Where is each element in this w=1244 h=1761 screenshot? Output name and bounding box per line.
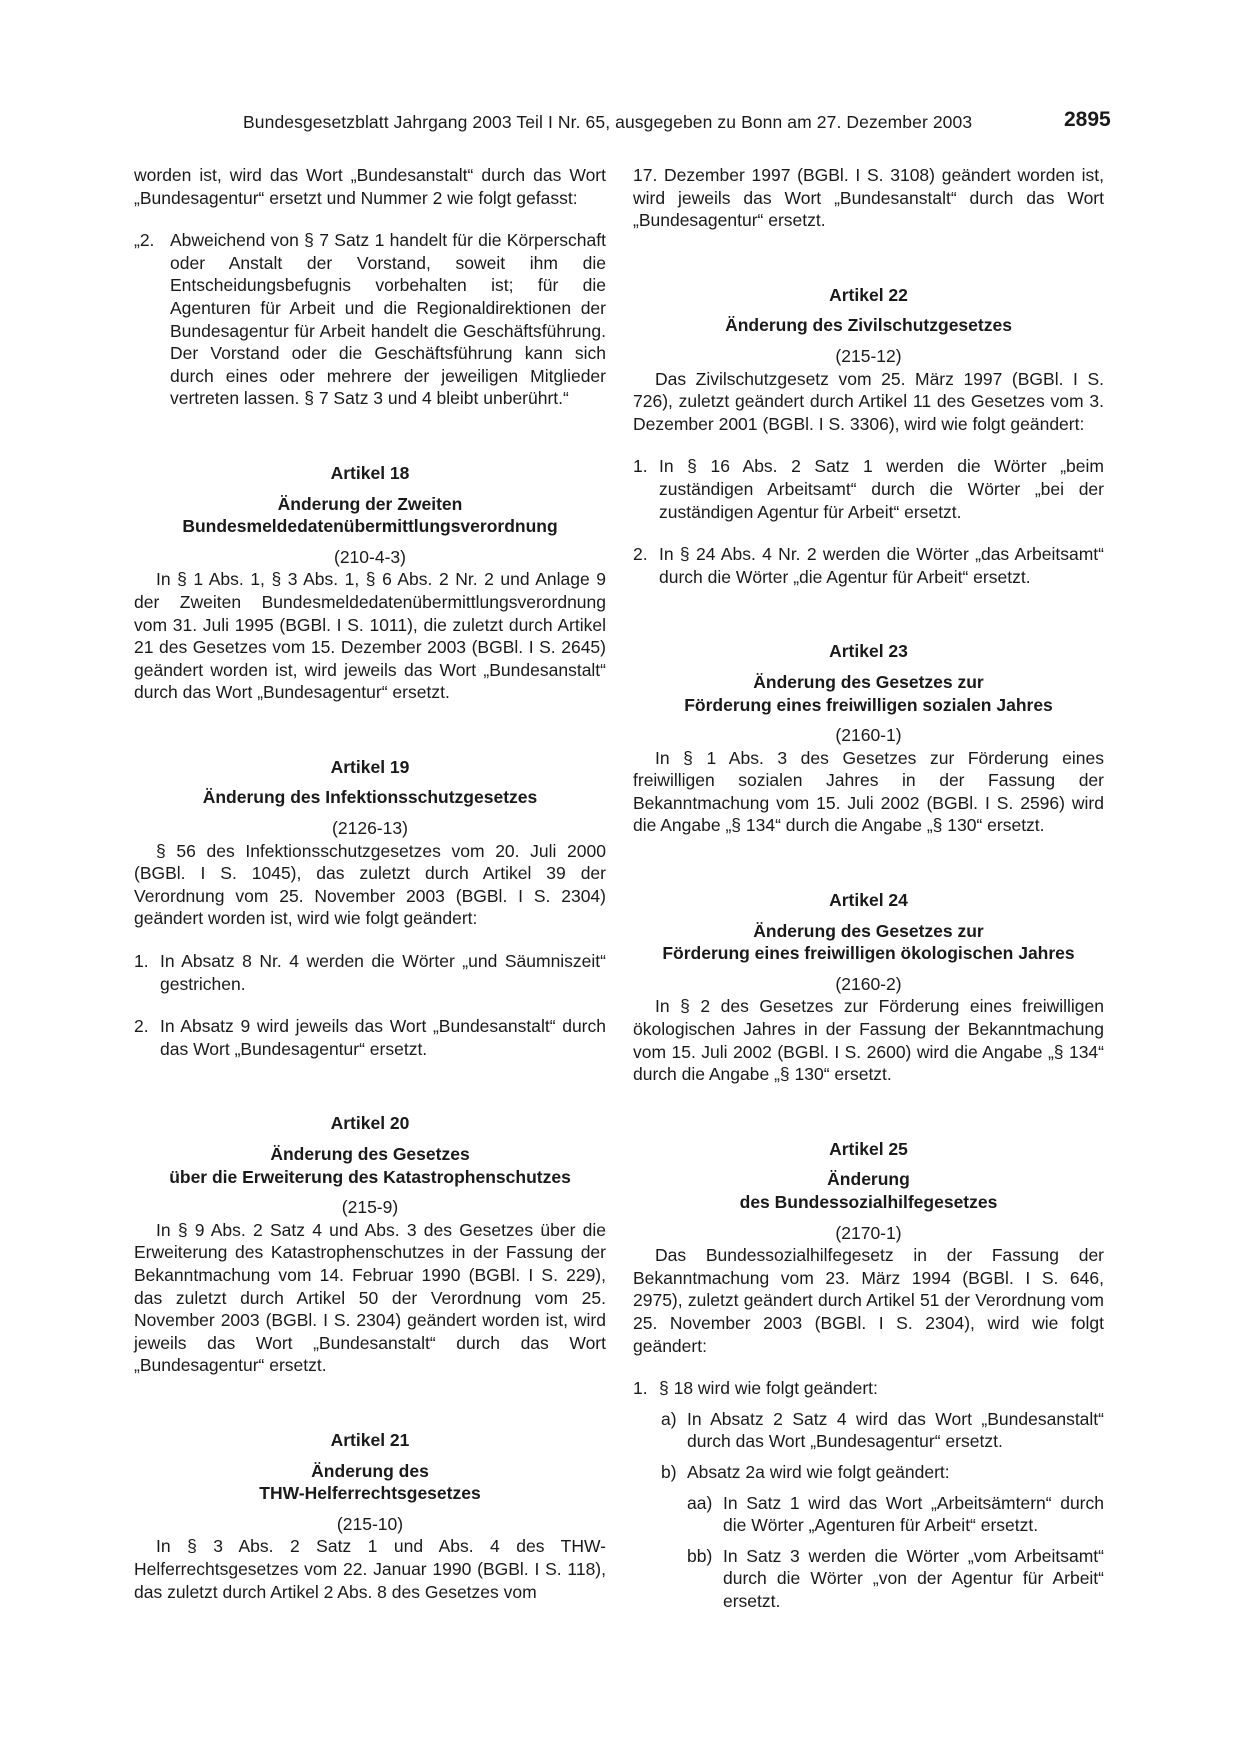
article-20-title-line-2: über die Erweiterung des Katastrophenschutzes bbox=[169, 1166, 571, 1187]
article-20-body: In § 9 Abs. 2 Satz 4 und Abs. 3 des Gesetzes über die Erweiterung des Katastrophenschutzes in der Fassung der Bekanntmachung vom 14. Februar 1990 (BGBl. I S. 229), das zuletzt durch Artikel 50 der Verordnung vom 25. November 2003 (BGBl. I S. 2304) geändert worden ist, wird jeweils das Wort „Bundesanstalt“ durch das Wort „Bundesagentur“ ersetzt. bbox=[134, 1219, 606, 1376]
item-text: § 18 wird wie folgt geändert: bbox=[659, 1378, 878, 1399]
subitem-letter: bb) bbox=[687, 1545, 713, 1566]
quoted-amendment bbox=[134, 229, 606, 410]
item-number: 2. bbox=[633, 544, 648, 565]
item-number: 1. bbox=[633, 1378, 648, 1399]
article-25-number: Artikel 25 bbox=[829, 1138, 908, 1159]
article-23-code: (2160-1) bbox=[835, 725, 902, 746]
article-19-body: § 56 des Infektionsschutzgesetzes vom 20. Juli 2000 (BGBl. I S. 1045), das zuletzt durch Artikel 39 der Verordnung vom 25. November 2003 (BGBl. I S. 2304) geändert worden ist, wird wie folgt geändert: bbox=[134, 840, 606, 929]
quoted-number: „2. bbox=[134, 230, 155, 251]
article-25-subitem-a bbox=[633, 1408, 1104, 1453]
article-19-item bbox=[134, 1015, 606, 1060]
article-21-body: In § 3 Abs. 2 Satz 1 und Abs. 4 des THW-Helferrechtsgesetzes vom 22. Januar 1990 (BGBl. I S. 118), das zuletzt durch Artikel 2 Abs. 8 des Gesetzes vom bbox=[134, 1536, 606, 1602]
article-18-body: In § 1 Abs. 1, § 3 Abs. 1, § 6 Abs. 2 Nr. 2 und Anlage 9 der Zweiten Bundesmeldedatenübermittlungsverordnung vom 31. Juli 1995 (BGBl. I S. 1011), die zuletzt durch Artikel 21 des Gesetzes vom 15. Dezember 2003 (BGBl. I S. 2645) geändert worden ist, wird jeweils das Wort „Bundesanstalt“ durch das Wort „Bundesagentur“ ersetzt. bbox=[134, 569, 606, 703]
article-25-subitem-bb bbox=[633, 1545, 1104, 1613]
article-22-number: Artikel 22 bbox=[829, 284, 908, 305]
item-text: In § 16 Abs. 2 Satz 1 werden die Wörter „beim zuständigen Arbeitsamt“ durch die Wörter „bei der zuständigen Agentur für Arbeit“ ersetzt. bbox=[659, 456, 1104, 522]
subitem-letter: b) bbox=[661, 1461, 677, 1482]
article-23-title-line-1: Änderung des Gesetzes zur bbox=[753, 671, 984, 692]
item-number: 1. bbox=[633, 456, 648, 477]
article-18-title-line-1: Änderung der Zweiten bbox=[277, 493, 463, 514]
subitem-text: Absatz 2a wird wie folgt geändert: bbox=[687, 1461, 950, 1482]
article-22-item bbox=[633, 455, 1104, 523]
article-25-subitem-aa bbox=[633, 1492, 1104, 1537]
quoted-text: Abweichend von § 7 Satz 1 handelt für die Körperschaft oder Anstalt der Vorstand, soweit ihm die Entscheidungsbefugnis vorbehalten ist; für die Agenturen für Arbeit und die Regionaldirektionen der Bundesagentur für Arbeit handelt die Geschäftsführung. Der Vorstand oder die Geschäftsführung kann sich durch eines oder mehrere der jeweiligen Mitglieder vertreten lassen. § 7 Satz 3 und 4 bleibt unberührt.“ bbox=[170, 230, 606, 409]
article-22-title: Änderung des Zivilschutzgesetzes bbox=[725, 315, 1012, 336]
article-18-title-line-2: Bundesmeldedatenübermittlungsverordnung bbox=[182, 516, 558, 537]
article-25-title-line-2: des Bundessozialhilfegesetzes bbox=[739, 1192, 998, 1212]
article-20-code: (215-9) bbox=[341, 1197, 399, 1218]
article-18-code: (210-4-3) bbox=[334, 546, 406, 567]
article-21-title-line-2: THW-Helferrechtsgesetzes bbox=[259, 1483, 481, 1504]
item-text: In Absatz 8 Nr. 4 werden die Wörter „und Säumniszeit“ gestrichen. bbox=[160, 951, 606, 994]
article-19-number: Artikel 19 bbox=[330, 756, 410, 777]
continuation-paragraph: worden ist, wird das Wort „Bundesanstalt“ durch das Wort „Bundesagentur“ ersetzt und Nummer 2 wie folgt gefasst: bbox=[134, 165, 606, 208]
article-24-title-line-2: Förderung eines freiwilligen ökologischen Jahres bbox=[662, 943, 1075, 964]
article-19-item bbox=[134, 950, 606, 995]
article-18-number: Artikel 18 bbox=[330, 462, 410, 483]
article-21-number: Artikel 21 bbox=[330, 1429, 410, 1450]
item-text: In § 24 Abs. 4 Nr. 2 werden die Wörter „das Arbeitsamt“ durch die Wörter „die Agentur für Arbeit“ ersetzt. bbox=[659, 544, 1104, 587]
article-25-body: Das Bundessozialhilfegesetz in der Fassung der Bekanntmachung vom 23. März 1994 (BGBl. I S. 646, 2975), zuletzt geändert durch Artikel 51 der Verordnung vom 25. November 2003 (BGBl. I S. 2304), wird wie folgt geändert: bbox=[633, 1245, 1104, 1356]
article-21-code: (215-10) bbox=[336, 1513, 404, 1534]
page-number: 2895 bbox=[1064, 108, 1111, 131]
article-19-code: (2126-13) bbox=[332, 818, 408, 839]
article-23-body: In § 1 Abs. 3 des Gesetzes zur Förderung eines freiwilligen sozialen Jahres in der Fassung der Bekanntmachung vom 15. Juli 2002 (BGBl. I S. 2596) wird die Angabe „§ 134“ durch die Angabe „§ 130“ ersetzt. bbox=[633, 747, 1104, 836]
article-24-code: (2160-2) bbox=[835, 973, 902, 994]
header-title: Bundesgesetzblatt Jahrgang 2003 Teil I Nr. 65, ausgegeben zu Bonn am 27. Dezember 2003 bbox=[243, 112, 973, 132]
item-number: 1. bbox=[134, 951, 149, 972]
article-25-subitem-b bbox=[633, 1461, 1104, 1484]
item-text: In Absatz 9 wird jeweils das Wort „Bundesanstalt“ durch das Wort „Bundesagentur“ ersetzt. bbox=[160, 1016, 606, 1059]
subitem-text: In Satz 3 werden die Wörter „vom Arbeitsamt“ durch die Wörter „von der Agentur für Arbeit“ ersetzt. bbox=[723, 1545, 1104, 1611]
article-20-number: Artikel 20 bbox=[330, 1113, 410, 1134]
article-22-body: Das Zivilschutzgesetz vom 25. März 1997 (BGBl. I S. 726), zuletzt geändert durch Artikel 11 des Gesetzes vom 3. Dezember 2001 (BGBl. I S. 3306), wird wie folgt geändert: bbox=[633, 368, 1104, 434]
article-20-title-line-1: Änderung des Gesetzes bbox=[270, 1144, 470, 1164]
article-22-item bbox=[633, 543, 1104, 588]
article-24-body: In § 2 des Gesetzes zur Förderung eines freiwilligen ökologischen Jahres in der Fassung der Bekanntmachung vom 15. Juli 2002 (BGBl. I S. 2600) wird die Angabe „§ 134“ durch die Angabe „§ 130“ ersetzt. bbox=[633, 996, 1104, 1085]
subitem-text: In Satz 1 wird das Wort „Arbeitsämtern“ durch die Wörter „Agenturen für Arbeit“ ersetzt. bbox=[723, 1492, 1104, 1536]
article-24-title-line-1: Änderung des Gesetzes zur bbox=[753, 920, 984, 941]
article-22-code: (215-12) bbox=[835, 345, 902, 366]
article-19-title: Änderung des Infektionsschutzgesetzes bbox=[202, 787, 538, 808]
article-25-code: (2170-1) bbox=[835, 1222, 902, 1243]
subitem-letter: aa) bbox=[687, 1492, 713, 1513]
article-24-number: Artikel 24 bbox=[829, 890, 908, 911]
right-column bbox=[633, 164, 1104, 1613]
continuation-paragraph: 17. Dezember 1997 (BGBl. I S. 3108) geändert worden ist, wird jeweils das Wort „Bundesanstalt“ durch das Wort „Bundesagentur“ ersetzt. bbox=[633, 165, 1104, 231]
article-23-number: Artikel 23 bbox=[829, 641, 908, 662]
subitem-text: In Absatz 2 Satz 4 wird das Wort „Bundesanstalt“ durch das Wort „Bundesagentur“ ersetzt. bbox=[687, 1408, 1104, 1452]
left-column bbox=[134, 164, 606, 1603]
item-number: 2. bbox=[134, 1016, 149, 1037]
article-25-item bbox=[633, 1377, 1104, 1400]
subitem-letter: a) bbox=[661, 1408, 677, 1429]
article-25-title-line-1: Änderung bbox=[827, 1169, 910, 1190]
page-header bbox=[0, 106, 1244, 136]
article-23-title-line-2: Förderung eines freiwilligen sozialen Jahres bbox=[684, 694, 1053, 715]
article-21-title-line-1: Änderung des bbox=[311, 1460, 429, 1481]
